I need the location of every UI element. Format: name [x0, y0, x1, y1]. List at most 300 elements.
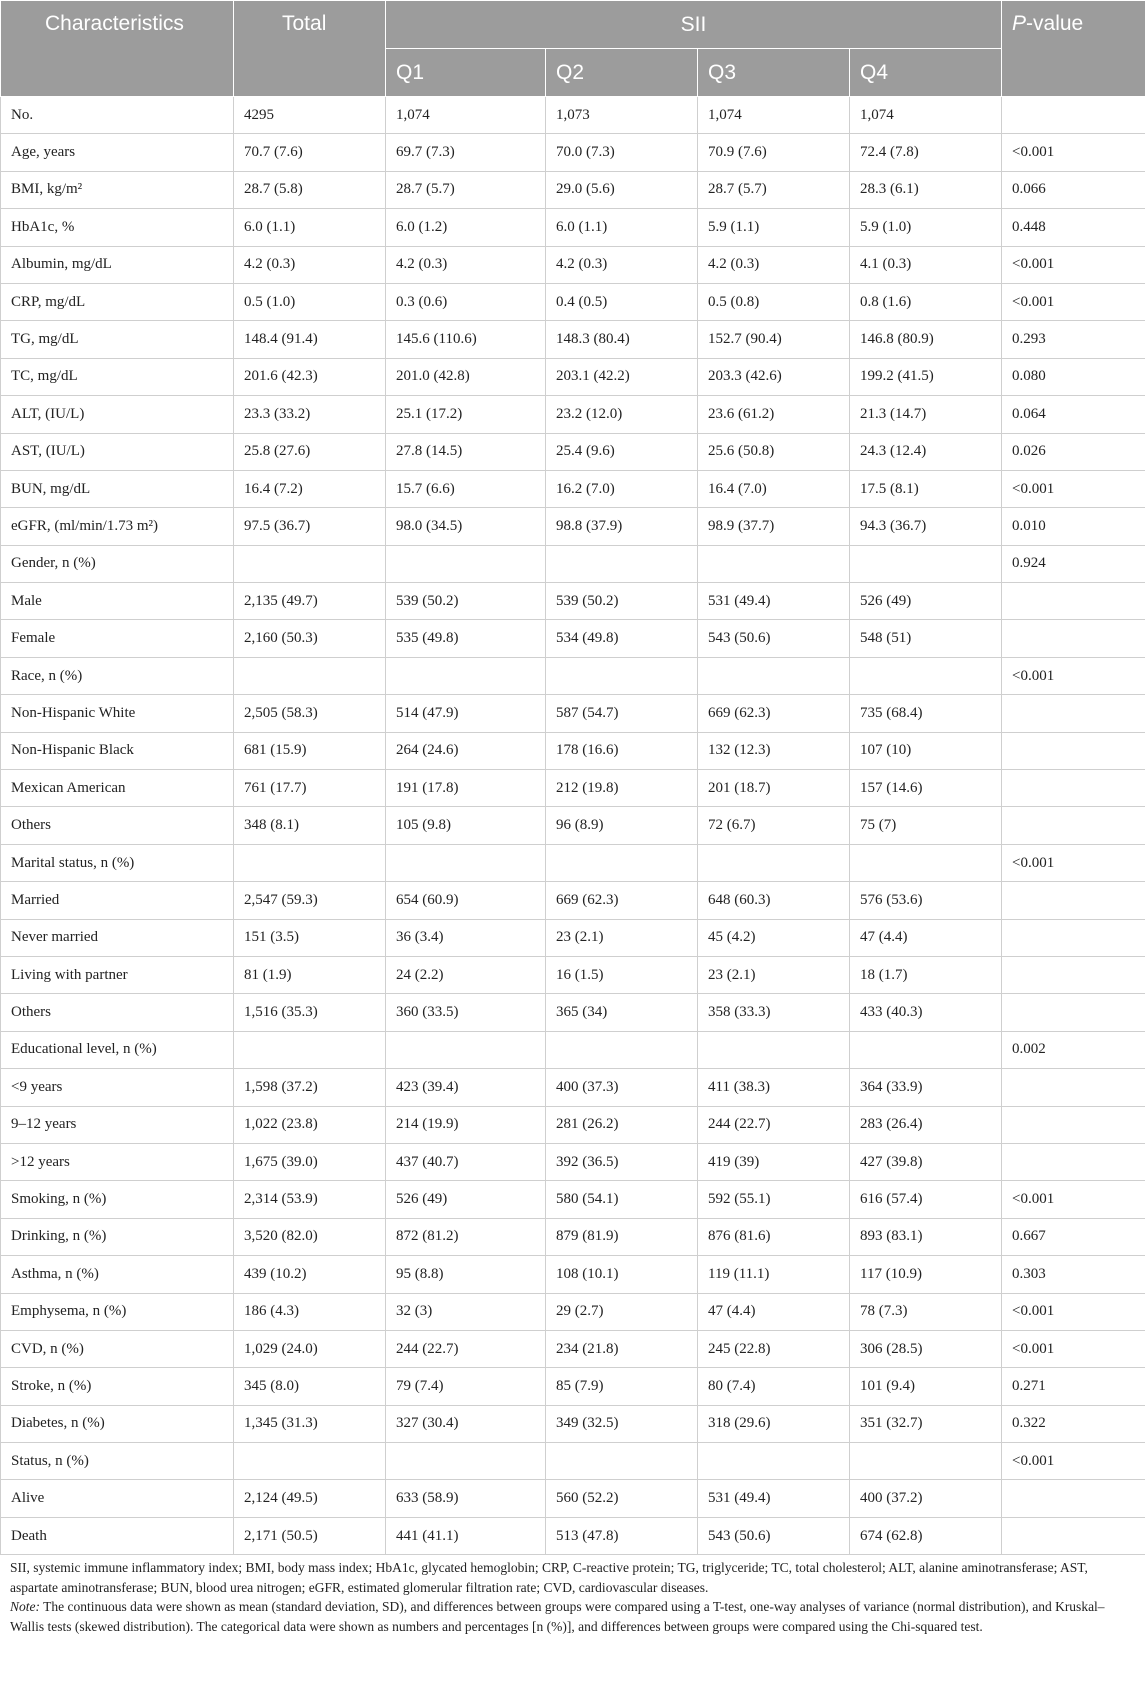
cell-q4: 117 (10.9)	[850, 1256, 1002, 1293]
cell-characteristic: Race, n (%)	[1, 657, 234, 694]
cell-total: 1,345 (31.3)	[234, 1405, 386, 1442]
cell-total: 1,598 (37.2)	[234, 1069, 386, 1106]
cell-p-value: 0.303	[1002, 1256, 1145, 1293]
header-sii: SII	[386, 1, 1002, 49]
cell-q1	[386, 657, 546, 694]
cell-q3: 47 (4.4)	[698, 1293, 850, 1330]
cell-p-value: <0.001	[1002, 1443, 1145, 1480]
cell-characteristic: Others	[1, 807, 234, 844]
table-row	[1, 583, 1145, 620]
cell-characteristic: 9–12 years	[1, 1106, 234, 1143]
cell-q2: 23 (2.1)	[546, 919, 698, 956]
cell-characteristic: TG, mg/dL	[1, 321, 234, 358]
cell-q1	[386, 844, 546, 881]
cell-characteristic: TC, mg/dL	[1, 358, 234, 395]
header-q4: Q4	[850, 49, 1002, 97]
cell-p-value: 0.002	[1002, 1031, 1145, 1068]
cell-total	[234, 1443, 386, 1480]
cell-q3: 543 (50.6)	[698, 1517, 850, 1554]
cell-characteristic: AST, (IU/L)	[1, 433, 234, 470]
cell-q2: 534 (49.8)	[546, 620, 698, 657]
cell-q2: 29 (2.7)	[546, 1293, 698, 1330]
cell-q1: 27.8 (14.5)	[386, 433, 546, 470]
cell-q1: 105 (9.8)	[386, 807, 546, 844]
cell-total: 25.8 (27.6)	[234, 433, 386, 470]
table-row	[1, 919, 1145, 956]
cell-p-value	[1002, 583, 1145, 620]
cell-q4: 526 (49)	[850, 583, 1002, 620]
cell-q4: 893 (83.1)	[850, 1218, 1002, 1255]
cell-q2	[546, 657, 698, 694]
cell-q4: 283 (26.4)	[850, 1106, 1002, 1143]
cell-total: 3,520 (82.0)	[234, 1218, 386, 1255]
cell-q3: 119 (11.1)	[698, 1256, 850, 1293]
header-p-value	[1002, 1, 1145, 97]
cell-q4: 0.8 (1.6)	[850, 283, 1002, 320]
cell-q1: 1,074	[386, 97, 546, 134]
table-footnotes	[0, 1555, 1145, 1636]
cell-q1: 539 (50.2)	[386, 583, 546, 620]
cell-q3: 648 (60.3)	[698, 882, 850, 919]
cell-q1: 145.6 (110.6)	[386, 321, 546, 358]
cell-q2	[546, 844, 698, 881]
table-row	[1, 209, 1145, 246]
cell-q1: 214 (19.9)	[386, 1106, 546, 1143]
cell-characteristic: Smoking, n (%)	[1, 1181, 234, 1218]
cell-q2: 879 (81.9)	[546, 1218, 698, 1255]
cell-q1: 98.0 (34.5)	[386, 508, 546, 545]
cell-p-value	[1002, 807, 1145, 844]
cell-p-value: <0.001	[1002, 246, 1145, 283]
cell-q1: 0.3 (0.6)	[386, 283, 546, 320]
cell-total: 4.2 (0.3)	[234, 246, 386, 283]
cell-q4: 351 (32.7)	[850, 1405, 1002, 1442]
cell-total: 16.4 (7.2)	[234, 470, 386, 507]
cell-q4: 5.9 (1.0)	[850, 209, 1002, 246]
cell-q3	[698, 1443, 850, 1480]
cell-q1: 872 (81.2)	[386, 1218, 546, 1255]
header-total: Total	[234, 1, 386, 97]
table-row	[1, 1405, 1145, 1442]
header-q1: Q1	[386, 49, 546, 97]
cell-total: 2,171 (50.5)	[234, 1517, 386, 1554]
cell-q3: 1,074	[698, 97, 850, 134]
cell-p-value: 0.066	[1002, 171, 1145, 208]
cell-characteristic: Non-Hispanic Black	[1, 732, 234, 769]
cell-q2: 587 (54.7)	[546, 695, 698, 732]
table-row	[1, 770, 1145, 807]
cell-q4: 72.4 (7.8)	[850, 134, 1002, 171]
cell-p-value	[1002, 1069, 1145, 1106]
table-row	[1, 844, 1145, 881]
cell-q2: 365 (34)	[546, 994, 698, 1031]
cell-p-value: 0.080	[1002, 358, 1145, 395]
cell-q1: 514 (47.9)	[386, 695, 546, 732]
cell-q4: 364 (33.9)	[850, 1069, 1002, 1106]
cell-q3: 80 (7.4)	[698, 1368, 850, 1405]
cell-characteristic: Death	[1, 1517, 234, 1554]
cell-q2: 70.0 (7.3)	[546, 134, 698, 171]
cell-q4	[850, 844, 1002, 881]
table-row	[1, 956, 1145, 993]
cell-p-value: <0.001	[1002, 1293, 1145, 1330]
cell-q3: 245 (22.8)	[698, 1330, 850, 1367]
cell-p-value: <0.001	[1002, 844, 1145, 881]
cell-q2: 16.2 (7.0)	[546, 470, 698, 507]
table-row	[1, 134, 1145, 171]
cell-q1: 79 (7.4)	[386, 1368, 546, 1405]
table-row	[1, 171, 1145, 208]
cell-total: 0.5 (1.0)	[234, 283, 386, 320]
cell-q3: 5.9 (1.1)	[698, 209, 850, 246]
cell-q4: 18 (1.7)	[850, 956, 1002, 993]
table-row	[1, 470, 1145, 507]
table-row	[1, 807, 1145, 844]
cell-p-value	[1002, 1517, 1145, 1554]
cell-q3: 411 (38.3)	[698, 1069, 850, 1106]
cell-q1: 25.1 (17.2)	[386, 396, 546, 433]
cell-total	[234, 545, 386, 582]
cell-characteristic: Alive	[1, 1480, 234, 1517]
cell-total: 2,314 (53.9)	[234, 1181, 386, 1218]
cell-total: 28.7 (5.8)	[234, 171, 386, 208]
cell-q2: 98.8 (37.9)	[546, 508, 698, 545]
table-row	[1, 508, 1145, 545]
cell-total: 1,516 (35.3)	[234, 994, 386, 1031]
cell-characteristic: Asthma, n (%)	[1, 1256, 234, 1293]
table-row	[1, 97, 1145, 134]
cell-q3: 531 (49.4)	[698, 1480, 850, 1517]
cell-total: 2,135 (49.7)	[234, 583, 386, 620]
cell-q3: 318 (29.6)	[698, 1405, 850, 1442]
table-header	[1, 1, 1145, 97]
cell-characteristic: CVD, n (%)	[1, 1330, 234, 1367]
cell-total	[234, 1031, 386, 1068]
cell-q3	[698, 1031, 850, 1068]
cell-total: 2,160 (50.3)	[234, 620, 386, 657]
cell-q3: 45 (4.2)	[698, 919, 850, 956]
cell-q4: 24.3 (12.4)	[850, 433, 1002, 470]
cell-p-value: 0.667	[1002, 1218, 1145, 1255]
cell-characteristic: Diabetes, n (%)	[1, 1405, 234, 1442]
cell-q1: 4.2 (0.3)	[386, 246, 546, 283]
cell-characteristic: BMI, kg/m²	[1, 171, 234, 208]
cell-q4: 433 (40.3)	[850, 994, 1002, 1031]
cell-p-value	[1002, 97, 1145, 134]
cell-q2: 1,073	[546, 97, 698, 134]
cell-characteristic: Marital status, n (%)	[1, 844, 234, 881]
table-row	[1, 1143, 1145, 1180]
cell-total: 761 (17.7)	[234, 770, 386, 807]
cell-characteristic: Married	[1, 882, 234, 919]
cell-q1: 36 (3.4)	[386, 919, 546, 956]
cell-p-value	[1002, 1106, 1145, 1143]
cell-q3: 0.5 (0.8)	[698, 283, 850, 320]
cell-total: 151 (3.5)	[234, 919, 386, 956]
table-row	[1, 1517, 1145, 1554]
cell-q1	[386, 1443, 546, 1480]
cell-total: 70.7 (7.6)	[234, 134, 386, 171]
cell-characteristic: Male	[1, 583, 234, 620]
cell-q4: 101 (9.4)	[850, 1368, 1002, 1405]
cell-p-value	[1002, 620, 1145, 657]
table-row	[1, 321, 1145, 358]
cell-characteristic: CRP, mg/dL	[1, 283, 234, 320]
cell-p-value	[1002, 919, 1145, 956]
cell-p-value: 0.271	[1002, 1368, 1145, 1405]
cell-p-value: 0.924	[1002, 545, 1145, 582]
table-row	[1, 283, 1145, 320]
cell-p-value: <0.001	[1002, 283, 1145, 320]
cell-q3: 98.9 (37.7)	[698, 508, 850, 545]
cell-q2: 85 (7.9)	[546, 1368, 698, 1405]
cell-q1: 28.7 (5.7)	[386, 171, 546, 208]
cell-q3: 203.3 (42.6)	[698, 358, 850, 395]
cell-q4	[850, 545, 1002, 582]
cell-characteristic: Mexican American	[1, 770, 234, 807]
cell-q4: 47 (4.4)	[850, 919, 1002, 956]
table-row	[1, 396, 1145, 433]
cell-q3: 152.7 (90.4)	[698, 321, 850, 358]
cell-q3: 543 (50.6)	[698, 620, 850, 657]
cell-q4: 4.1 (0.3)	[850, 246, 1002, 283]
cell-q3: 358 (33.3)	[698, 994, 850, 1031]
cell-total	[234, 657, 386, 694]
cell-characteristic: Emphysema, n (%)	[1, 1293, 234, 1330]
cell-total: 2,505 (58.3)	[234, 695, 386, 732]
cell-q4: 1,074	[850, 97, 1002, 134]
cell-q4: 735 (68.4)	[850, 695, 1002, 732]
cell-p-value	[1002, 994, 1145, 1031]
cell-characteristic: No.	[1, 97, 234, 134]
cell-q4: 427 (39.8)	[850, 1143, 1002, 1180]
header-q2: Q2	[546, 49, 698, 97]
cell-p-value: <0.001	[1002, 134, 1145, 171]
cell-q2: 560 (52.2)	[546, 1480, 698, 1517]
cell-q4: 157 (14.6)	[850, 770, 1002, 807]
header-q3: Q3	[698, 49, 850, 97]
cell-p-value: 0.448	[1002, 209, 1145, 246]
table-row	[1, 1031, 1145, 1068]
cell-q4: 146.8 (80.9)	[850, 321, 1002, 358]
cell-q2	[546, 1031, 698, 1068]
cell-q3: 4.2 (0.3)	[698, 246, 850, 283]
cell-q3: 531 (49.4)	[698, 583, 850, 620]
cell-q3	[698, 545, 850, 582]
cell-total: 2,547 (59.3)	[234, 882, 386, 919]
cell-total: 4295	[234, 97, 386, 134]
cell-q4: 548 (51)	[850, 620, 1002, 657]
cell-q3: 16.4 (7.0)	[698, 470, 850, 507]
methods-note	[10, 1597, 1135, 1636]
cell-q2: 108 (10.1)	[546, 1256, 698, 1293]
cell-q2: 392 (36.5)	[546, 1143, 698, 1180]
cell-q3: 25.6 (50.8)	[698, 433, 850, 470]
cell-total: 81 (1.9)	[234, 956, 386, 993]
cell-q2: 16 (1.5)	[546, 956, 698, 993]
table-row	[1, 1368, 1145, 1405]
cell-characteristic: Others	[1, 994, 234, 1031]
cell-q1: 654 (60.9)	[386, 882, 546, 919]
cell-q2: 96 (8.9)	[546, 807, 698, 844]
cell-p-value	[1002, 882, 1145, 919]
cell-characteristic: Gender, n (%)	[1, 545, 234, 582]
cell-q1: 360 (33.5)	[386, 994, 546, 1031]
table-row	[1, 1218, 1145, 1255]
cell-q1: 327 (30.4)	[386, 1405, 546, 1442]
cell-q3	[698, 844, 850, 881]
cell-p-value: <0.001	[1002, 657, 1145, 694]
cell-q1: 201.0 (42.8)	[386, 358, 546, 395]
cell-q1: 6.0 (1.2)	[386, 209, 546, 246]
cell-total: 148.4 (91.4)	[234, 321, 386, 358]
cell-p-value	[1002, 695, 1145, 732]
cell-q3: 23 (2.1)	[698, 956, 850, 993]
header-characteristics: Characteristics	[1, 1, 234, 97]
cell-q2: 148.3 (80.4)	[546, 321, 698, 358]
cell-total: 2,124 (49.5)	[234, 1480, 386, 1517]
table-row	[1, 358, 1145, 395]
cell-q3: 201 (18.7)	[698, 770, 850, 807]
cell-total: 201.6 (42.3)	[234, 358, 386, 395]
cell-p-value: 0.322	[1002, 1405, 1145, 1442]
cell-total: 348 (8.1)	[234, 807, 386, 844]
cell-total: 681 (15.9)	[234, 732, 386, 769]
cell-q1: 437 (40.7)	[386, 1143, 546, 1180]
table-row	[1, 1106, 1145, 1143]
cell-q4: 400 (37.2)	[850, 1480, 1002, 1517]
cell-characteristic: ALT, (IU/L)	[1, 396, 234, 433]
cell-q1: 95 (8.8)	[386, 1256, 546, 1293]
cell-q3: 419 (39)	[698, 1143, 850, 1180]
note-text: The continuous data were shown as mean (standard deviation, SD), and differences between groups were compared using a T-test, one-way analyses of variance (normal distribution), and Kruskal–Wallis tests (skewed distribution). The categorical data were shown as numbers and percentages [n (%)], and differences between groups were compared using the Chi-squared test.	[10, 1599, 1105, 1634]
cell-total: 439 (10.2)	[234, 1256, 386, 1293]
cell-total: 1,022 (23.8)	[234, 1106, 386, 1143]
cell-characteristic: Status, n (%)	[1, 1443, 234, 1480]
cell-total: 1,675 (39.0)	[234, 1143, 386, 1180]
cell-characteristic: Never married	[1, 919, 234, 956]
cell-characteristic: Female	[1, 620, 234, 657]
cell-q2: 349 (32.5)	[546, 1405, 698, 1442]
cell-q3	[698, 657, 850, 694]
cell-q1: 526 (49)	[386, 1181, 546, 1218]
cell-q2: 234 (21.8)	[546, 1330, 698, 1367]
cell-q4	[850, 657, 1002, 694]
cell-q3: 244 (22.7)	[698, 1106, 850, 1143]
cell-characteristic: Stroke, n (%)	[1, 1368, 234, 1405]
table-row	[1, 1069, 1145, 1106]
cell-p-value: <0.001	[1002, 1330, 1145, 1367]
cell-q3: 876 (81.6)	[698, 1218, 850, 1255]
cell-q2: 580 (54.1)	[546, 1181, 698, 1218]
cell-characteristic: Non-Hispanic White	[1, 695, 234, 732]
cell-total	[234, 844, 386, 881]
cell-total: 1,029 (24.0)	[234, 1330, 386, 1367]
cell-q4	[850, 1031, 1002, 1068]
cell-q4: 17.5 (8.1)	[850, 470, 1002, 507]
cell-total: 345 (8.0)	[234, 1368, 386, 1405]
cell-p-value	[1002, 1143, 1145, 1180]
table-row	[1, 246, 1145, 283]
cell-total: 97.5 (36.7)	[234, 508, 386, 545]
table-row	[1, 1480, 1145, 1517]
cell-q2: 203.1 (42.2)	[546, 358, 698, 395]
cell-q4: 107 (10)	[850, 732, 1002, 769]
cell-p-value: 0.064	[1002, 396, 1145, 433]
cell-q2: 513 (47.8)	[546, 1517, 698, 1554]
cell-p-value	[1002, 770, 1145, 807]
cell-q4: 306 (28.5)	[850, 1330, 1002, 1367]
cell-characteristic: HbA1c, %	[1, 209, 234, 246]
cell-q2: 539 (50.2)	[546, 583, 698, 620]
cell-q4: 78 (7.3)	[850, 1293, 1002, 1330]
cell-q2: 669 (62.3)	[546, 882, 698, 919]
cell-characteristic: eGFR, (ml/min/1.73 m²)	[1, 508, 234, 545]
cell-q1: 633 (58.9)	[386, 1480, 546, 1517]
cell-characteristic: Albumin, mg/dL	[1, 246, 234, 283]
abbreviations-note: SII, systemic immune inflammatory index; BMI, body mass index; HbA1c, glycated hemoglobin; CRP, C-reactive protein; TG, triglyceride; TC, total cholesterol; ALT, alanine aminotransferase; AST, aspartate aminotransferase; BUN, blood urea nitrogen; eGFR, estimated glomerular filtration rate; CVD, cardiovascular diseases.	[10, 1560, 1088, 1595]
table-row	[1, 620, 1145, 657]
cell-q2: 25.4 (9.6)	[546, 433, 698, 470]
cell-q1: 32 (3)	[386, 1293, 546, 1330]
cell-characteristic: Age, years	[1, 134, 234, 171]
cell-q1: 15.7 (6.6)	[386, 470, 546, 507]
cell-q1: 535 (49.8)	[386, 620, 546, 657]
cell-q1: 191 (17.8)	[386, 770, 546, 807]
cell-q4: 674 (62.8)	[850, 1517, 1002, 1554]
table-row	[1, 1181, 1145, 1218]
cell-q3: 28.7 (5.7)	[698, 171, 850, 208]
cell-characteristic: <9 years	[1, 1069, 234, 1106]
cell-total: 186 (4.3)	[234, 1293, 386, 1330]
cell-q2: 400 (37.3)	[546, 1069, 698, 1106]
cell-q3: 23.6 (61.2)	[698, 396, 850, 433]
table-row	[1, 1330, 1145, 1367]
cell-q1: 69.7 (7.3)	[386, 134, 546, 171]
cell-q2: 23.2 (12.0)	[546, 396, 698, 433]
cell-p-value	[1002, 956, 1145, 993]
table-row	[1, 433, 1145, 470]
table-row	[1, 732, 1145, 769]
cell-q3: 132 (12.3)	[698, 732, 850, 769]
cell-q2: 29.0 (5.6)	[546, 171, 698, 208]
cell-q3: 669 (62.3)	[698, 695, 850, 732]
cell-total: 6.0 (1.1)	[234, 209, 386, 246]
cell-q4: 616 (57.4)	[850, 1181, 1002, 1218]
cell-q1: 264 (24.6)	[386, 732, 546, 769]
cell-characteristic: Drinking, n (%)	[1, 1218, 234, 1255]
cell-q1: 423 (39.4)	[386, 1069, 546, 1106]
cell-q3: 70.9 (7.6)	[698, 134, 850, 171]
table-body	[1, 97, 1145, 1555]
cell-q2	[546, 1443, 698, 1480]
cell-q1	[386, 545, 546, 582]
cell-p-value: 0.010	[1002, 508, 1145, 545]
cell-q1: 244 (22.7)	[386, 1330, 546, 1367]
cell-q2: 281 (26.2)	[546, 1106, 698, 1143]
cell-q1	[386, 1031, 546, 1068]
cell-p-value: 0.293	[1002, 321, 1145, 358]
cell-p-value	[1002, 732, 1145, 769]
cell-total: 23.3 (33.2)	[234, 396, 386, 433]
cell-characteristic: Living with partner	[1, 956, 234, 993]
cell-q1: 441 (41.1)	[386, 1517, 546, 1554]
table-row	[1, 695, 1145, 732]
cell-q3: 72 (6.7)	[698, 807, 850, 844]
header-p-suffix: -value	[1026, 12, 1084, 35]
table-row	[1, 994, 1145, 1031]
cell-q2: 4.2 (0.3)	[546, 246, 698, 283]
